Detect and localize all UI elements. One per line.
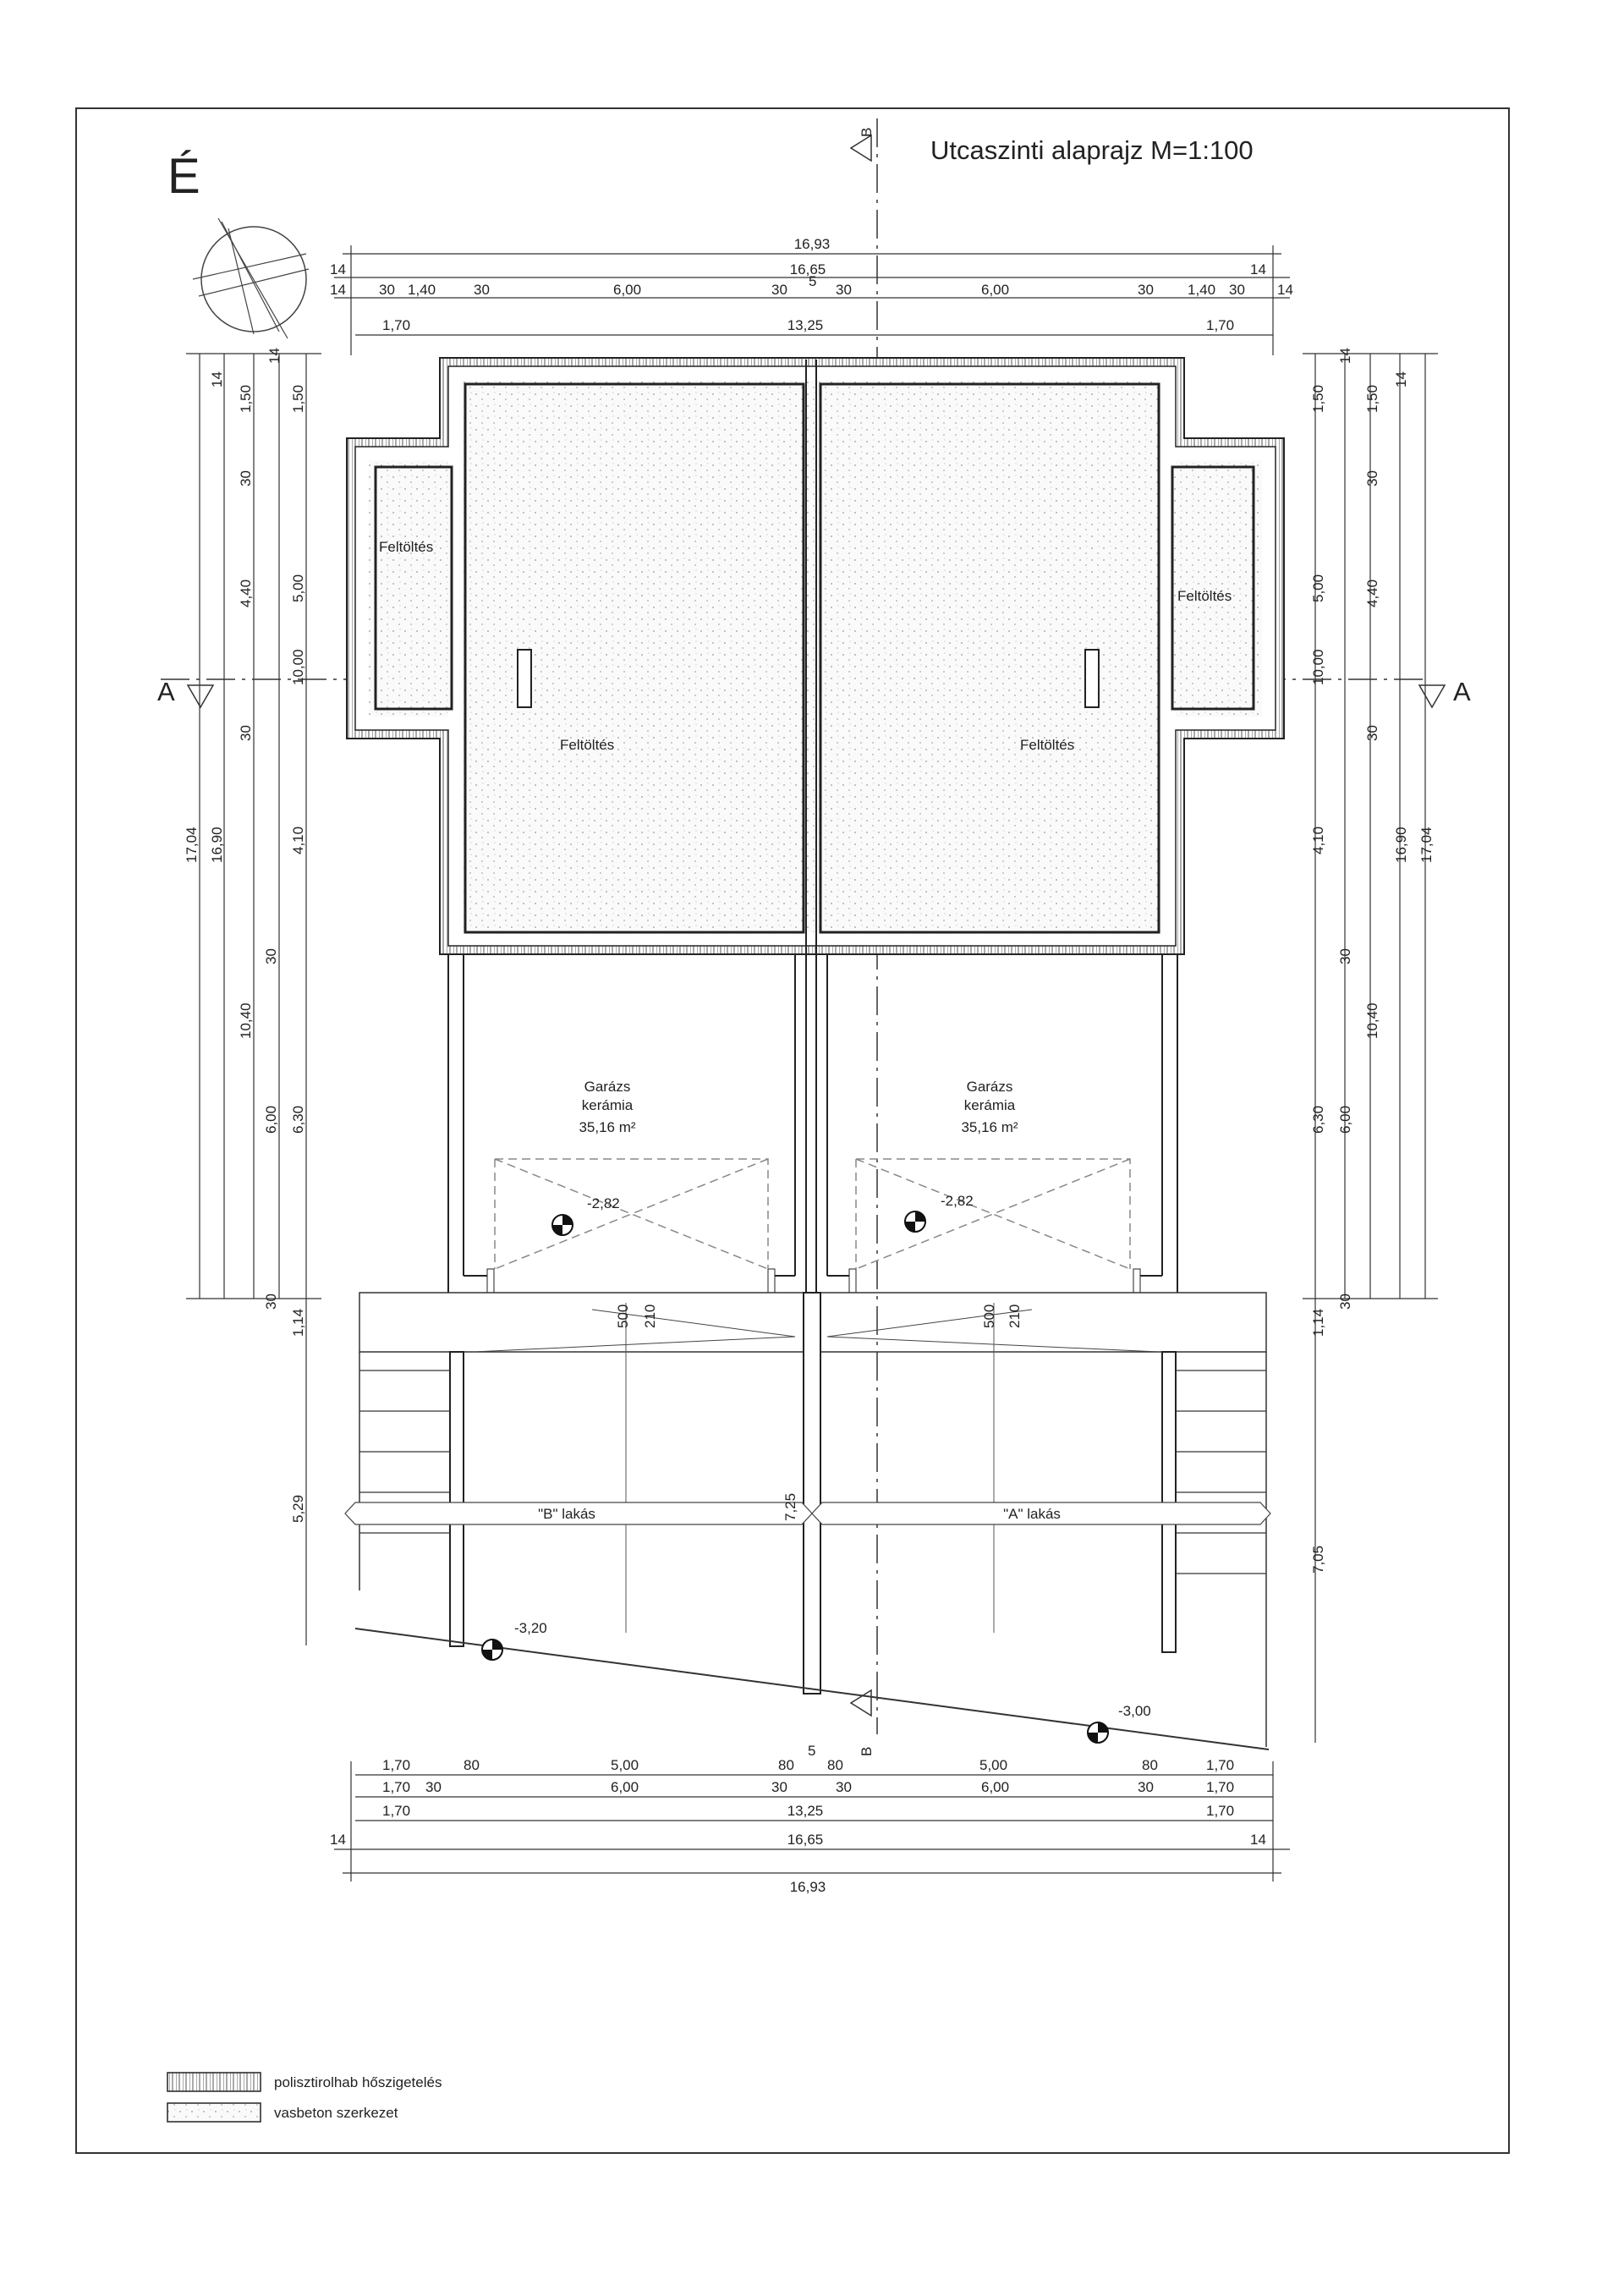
dim-l5-1: 1,50 — [290, 384, 306, 413]
garage-right-area: 35,16 m² — [961, 1119, 1018, 1135]
level-street-left: -3,20 — [514, 1620, 547, 1636]
legend-concrete-label: vasbeton szerkezet — [274, 2105, 398, 2121]
dim-b2-5: 6,00 — [981, 1779, 1010, 1795]
dim-b4-1: 16,65 — [787, 1832, 824, 1848]
section-a-left-label: A — [157, 677, 175, 706]
dim-l4-3: 30 — [263, 948, 279, 964]
dim-l5-2: 5,00 — [290, 574, 306, 602]
left-dimension-lines — [186, 354, 321, 1645]
unit-b-label: "B" lakás — [538, 1506, 595, 1522]
room-fill-left-wing: Feltöltés — [379, 539, 434, 555]
section-a-right-label: A — [1453, 677, 1471, 706]
dim-b2-1: 30 — [425, 1779, 442, 1795]
dim-top-row3 — [330, 273, 1293, 298]
dim-b3-0: 1,70 — [382, 1803, 411, 1819]
dim-b1-3: 80 — [778, 1757, 794, 1773]
right-dimension-lines — [1303, 354, 1438, 1743]
dim-r3-0: 1,50 — [1364, 384, 1380, 413]
dim-t3-12: 14 — [1277, 282, 1293, 298]
dim-b3-1: 13,25 — [787, 1803, 824, 1819]
gate-right-height: 210 — [1007, 1304, 1023, 1328]
dim-r2-1: 16,90 — [1393, 827, 1409, 863]
dim-r4-2: 30 — [1364, 725, 1380, 741]
level-marker-icon — [552, 1215, 573, 1235]
dim-t3-10: 1,40 — [1188, 282, 1216, 298]
dim-t3-2: 1,40 — [408, 282, 436, 298]
dim-l5-0: 14 — [266, 348, 283, 364]
dim-t3-4: 6,00 — [613, 282, 642, 298]
dim-r1-0: 17,04 — [1418, 827, 1435, 863]
dim-l5-6: 1,14 — [290, 1308, 306, 1337]
garage-left-name: Garázs — [584, 1079, 631, 1095]
section-b-bottom-label: B — [859, 1746, 875, 1756]
dim-b2-3: 30 — [771, 1779, 787, 1795]
section-a-left-marker — [188, 685, 213, 707]
dim-b4-0: 14 — [330, 1832, 346, 1848]
dim-l3-0: 1,50 — [238, 384, 254, 413]
legend-insulation-label: polisztirolhab hőszigetelés — [274, 2074, 442, 2090]
level-garage-left: -2,82 — [587, 1195, 620, 1211]
drawing-title: Utcaszinti alaprajz M=1:100 — [930, 135, 1254, 165]
dim-l4-5: 30 — [263, 1294, 279, 1310]
dim-r4-5: 30 — [1337, 1294, 1353, 1310]
dim-b4-2: 14 — [1250, 1832, 1266, 1848]
dim-r5-7: 7,05 — [1310, 1545, 1326, 1574]
fill-room-left — [465, 384, 804, 932]
garage-right-floor: kerámia — [963, 1097, 1016, 1113]
legend-dots-swatch — [167, 2103, 261, 2122]
level-garage-right: -2,82 — [941, 1193, 974, 1209]
dim-l5-5: 6,30 — [290, 1105, 306, 1134]
dim-l2-1: 16,90 — [209, 827, 225, 863]
dim-t3-9: 30 — [1138, 282, 1154, 298]
dim-t4-1: 13,25 — [787, 317, 824, 333]
dim-b3-2: 1,70 — [1206, 1803, 1235, 1819]
dim-b1-1: 80 — [464, 1757, 480, 1773]
dim-t3-3: 30 — [474, 282, 490, 298]
dim-b1-8: 1,70 — [1206, 1757, 1235, 1773]
dim-t4-0: 1,70 — [382, 317, 411, 333]
gate-right-width: 500 — [981, 1304, 997, 1328]
dim-l5-3: 10,00 — [290, 649, 306, 685]
dim-b2-0: 1,70 — [382, 1779, 411, 1795]
dim-r5-0: 14 — [1337, 348, 1353, 364]
dim-b2-2: 6,00 — [611, 1779, 639, 1795]
dim-r5-1: 1,50 — [1310, 384, 1326, 413]
dim-b5-0: 16,93 — [789, 1879, 826, 1895]
dim-r5-6: 1,14 — [1310, 1308, 1326, 1337]
dim-l5-4: 4,10 — [290, 826, 306, 854]
dim-r4-1: 4,40 — [1364, 579, 1380, 607]
unit-a-label: "A" lakás — [1003, 1506, 1061, 1522]
dim-b1-6: 5,00 — [979, 1757, 1008, 1773]
dim-t3-11: 30 — [1229, 282, 1245, 298]
dim-b1-7: 80 — [1142, 1757, 1158, 1773]
dim-r5-4: 4,10 — [1310, 826, 1326, 854]
dim-b2-4: 30 — [836, 1779, 852, 1795]
dim-r4-0: 30 — [1364, 470, 1380, 486]
level-street-right: -3,00 — [1118, 1703, 1151, 1719]
fill-room-right — [820, 384, 1159, 932]
north-label: É — [167, 149, 200, 204]
dim-b1-4: 5 — [808, 1743, 816, 1759]
gate-left-height: 210 — [642, 1304, 658, 1328]
dim-t3-0: 14 — [330, 282, 346, 298]
gate-left-width: 500 — [615, 1304, 631, 1328]
section-a-right-marker — [1419, 685, 1445, 707]
dim-t3-6: 5 — [809, 273, 817, 289]
dim-l4-4: 6,00 — [263, 1105, 279, 1134]
dim-r5-5: 6,30 — [1310, 1105, 1326, 1134]
dim-l2-0: 14 — [209, 371, 225, 387]
dim-total-width: 16,93 — [793, 236, 831, 252]
fill-wing-left — [376, 467, 452, 709]
dim-b2-7: 1,70 — [1206, 1779, 1235, 1795]
dim-top-b: 16,65 — [789, 261, 826, 277]
room-fill-left-main: Feltöltés — [560, 737, 615, 753]
dim-t4-2: 1,70 — [1206, 317, 1235, 333]
dim-l4-2: 30 — [238, 725, 254, 741]
dim-b1-2: 5,00 — [611, 1757, 639, 1773]
dim-t3-7: 30 — [836, 282, 852, 298]
dim-l4-0: 30 — [238, 470, 254, 486]
garage-right-name: Garázs — [966, 1079, 1013, 1095]
dim-t3-5: 30 — [771, 282, 787, 298]
room-fill-right-wing: Feltöltés — [1177, 588, 1232, 604]
dim-l4-1: 4,40 — [238, 579, 254, 607]
legend-hatch-swatch — [167, 2073, 261, 2091]
section-b-top-label: B — [859, 127, 875, 137]
level-marker-icon — [1088, 1722, 1108, 1743]
dim-r4-4: 6,00 — [1337, 1105, 1353, 1134]
north-arrow-icon — [193, 218, 309, 338]
dim-r4-3: 30 — [1337, 948, 1353, 964]
section-b-top-marker — [851, 135, 871, 161]
dim-t3-8: 6,00 — [981, 282, 1010, 298]
garage-left-floor: kerámia — [581, 1097, 634, 1113]
dim-b1-5: 80 — [827, 1757, 843, 1773]
dim-r5-2: 5,00 — [1310, 574, 1326, 602]
dim-r2-0: 14 — [1393, 371, 1409, 387]
dim-t3-1: 30 — [379, 282, 395, 298]
dim-r5-3: 10,00 — [1310, 649, 1326, 685]
dim-top-c: 14 — [1250, 261, 1266, 277]
level-marker-icon — [482, 1640, 502, 1660]
dim-l1-0: 17,04 — [184, 827, 200, 863]
dim-b1-0: 1,70 — [382, 1757, 411, 1773]
dim-b2-6: 30 — [1138, 1779, 1154, 1795]
level-marker-icon — [905, 1211, 925, 1232]
room-fill-right-main: Feltöltés — [1020, 737, 1075, 753]
dim-top-a: 14 — [330, 261, 346, 277]
dim-l5-7: 5,29 — [290, 1494, 306, 1523]
dim-r3-1: 10,40 — [1364, 1002, 1380, 1039]
drive-length: 7,25 — [782, 1492, 798, 1521]
dim-l3-1: 10,40 — [238, 1002, 254, 1039]
garage-left-area: 35,16 m² — [579, 1119, 636, 1135]
